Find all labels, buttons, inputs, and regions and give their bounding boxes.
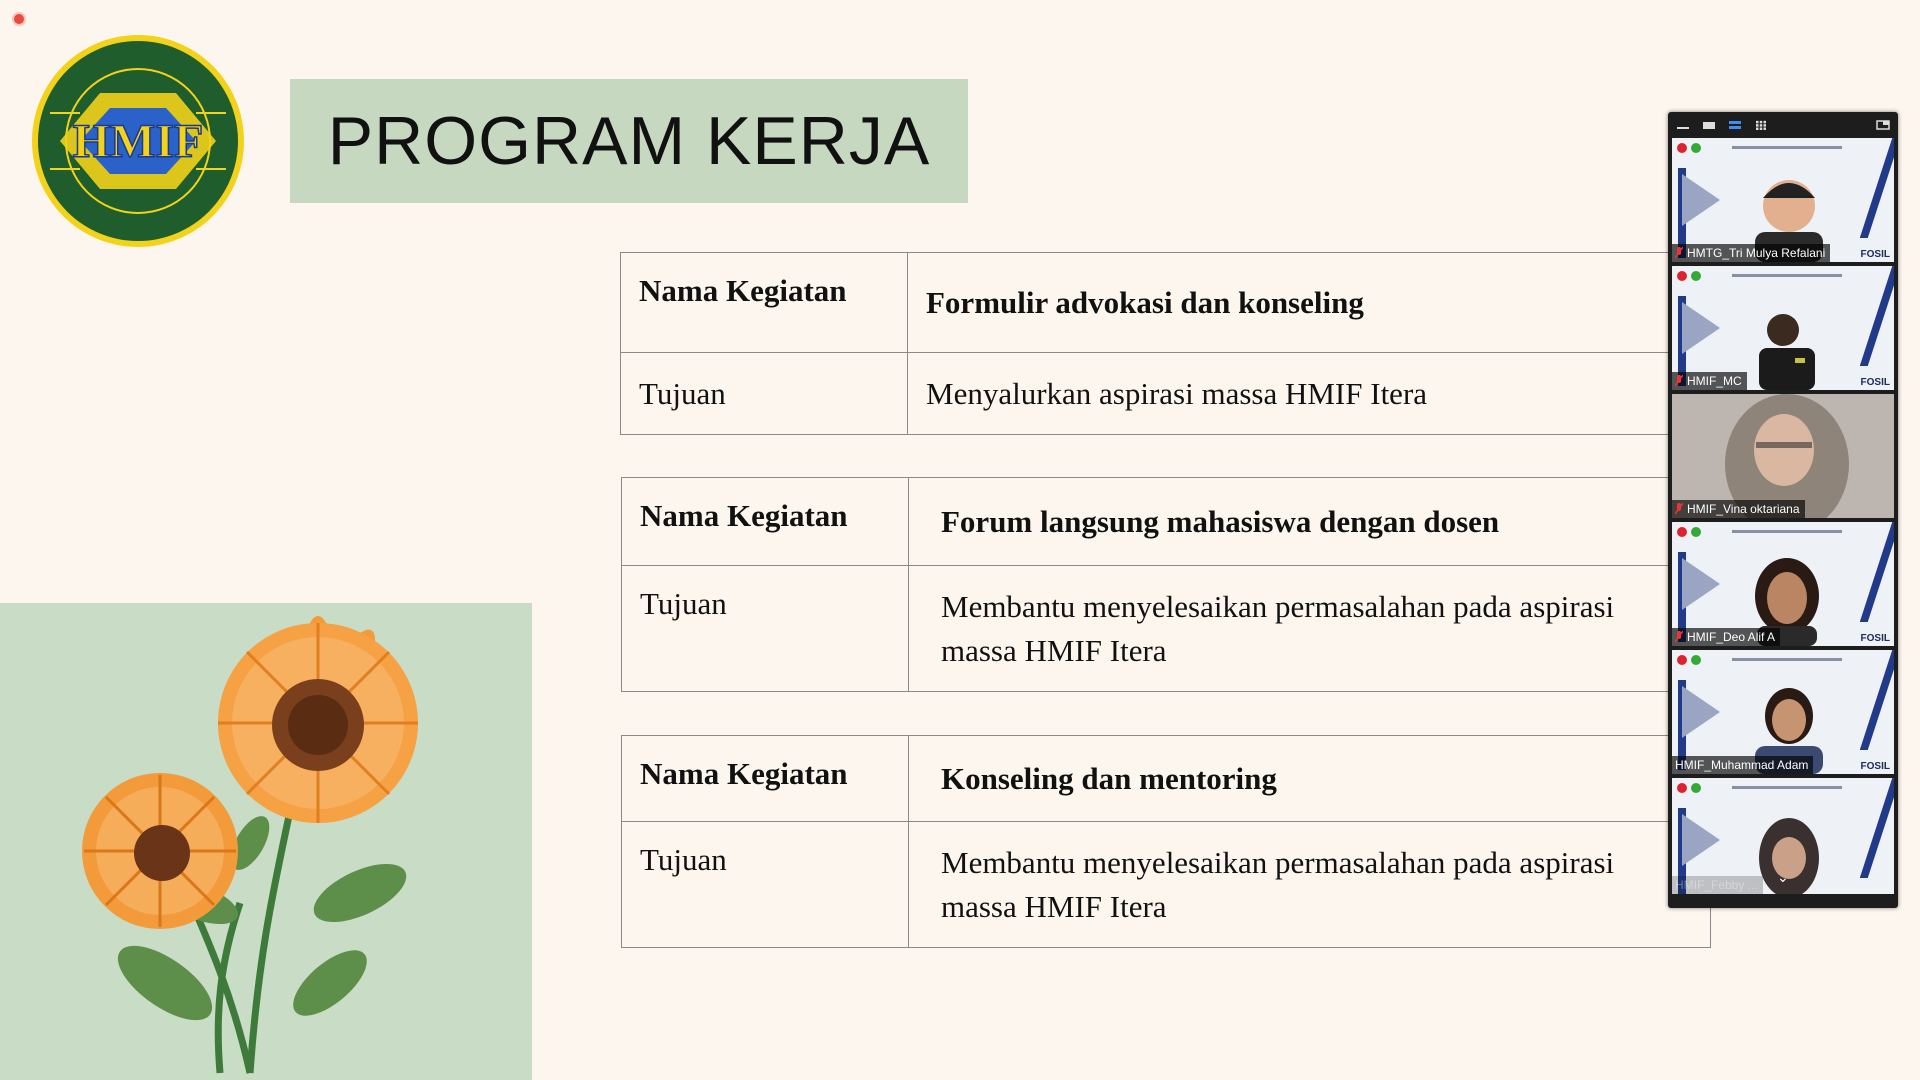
table-row — [621, 353, 1710, 435]
sunflower-small — [82, 773, 238, 929]
program-table-2 — [621, 477, 1711, 692]
sunflower-panel — [0, 603, 532, 1080]
name-label: Nama Kegiatan — [622, 736, 909, 822]
program-table-1 — [620, 252, 1710, 435]
exit-fullscreen-icon[interactable] — [1876, 120, 1890, 130]
participant-tile[interactable] — [1672, 522, 1894, 646]
banner-logos-icon — [1672, 266, 1894, 286]
participant-name-bar — [1672, 372, 1747, 390]
sunflower-large — [218, 616, 418, 823]
banner-logos-icon — [1672, 778, 1894, 798]
speaker-view-icon[interactable] — [1702, 120, 1716, 130]
gallery-toolbar — [1668, 112, 1898, 138]
participant-name-bar — [1672, 756, 1813, 774]
table-row — [622, 478, 1711, 566]
gallery-view-icon[interactable] — [1754, 120, 1768, 130]
play-icon — [1682, 174, 1720, 226]
participant-tile[interactable] — [1672, 778, 1894, 894]
muted-mic-icon — [1675, 503, 1683, 515]
play-icon — [1682, 302, 1720, 354]
participant-name: HMIF_Febby ... — [1675, 878, 1758, 892]
participant-video — [1747, 296, 1827, 390]
banner-logos-icon — [1672, 522, 1894, 542]
tile-badge: FOSIL — [1860, 761, 1890, 772]
svg-text:HMIF: HMIF — [72, 115, 204, 168]
goal-label: Tujuan — [622, 566, 909, 692]
recording-indicator-icon — [12, 12, 26, 26]
slide-title: PROGRAM KERJA — [327, 103, 931, 179]
banner-logos-icon — [1672, 650, 1894, 670]
goal-label: Tujuan — [622, 822, 909, 948]
participant-name: HMIF_Deo Alif A — [1687, 630, 1776, 644]
goal-value: Membantu menyelesaikan permasalahan pada aspirasi massa HMIF Itera — [909, 822, 1711, 948]
name-value: Konseling dan mentoring — [909, 736, 1711, 822]
play-icon — [1682, 686, 1720, 738]
table-row — [621, 253, 1710, 353]
scroll-down-chevron-icon[interactable]: ⌄ — [1777, 869, 1789, 885]
program-table-3 — [621, 735, 1711, 948]
participant-name-bar — [1672, 876, 1763, 894]
name-value: Formulir advokasi dan konseling — [908, 253, 1710, 353]
minimize-icon[interactable] — [1676, 120, 1690, 130]
strip-view-icon[interactable] — [1728, 120, 1742, 130]
play-icon — [1682, 814, 1720, 866]
participant-tile[interactable] — [1672, 394, 1894, 518]
participant-tile[interactable] — [1672, 138, 1894, 262]
name-value: Forum langsung mahasiswa dengan dosen — [909, 478, 1711, 566]
tile-badge: FOSIL — [1860, 633, 1890, 644]
tile-badge: FOSIL — [1860, 249, 1890, 260]
name-label: Nama Kegiatan — [621, 253, 908, 353]
tile-badge: FOSIL — [1860, 377, 1890, 388]
participant-name: HMIF_Vina oktariana — [1687, 502, 1800, 516]
hmif-logo — [30, 33, 246, 249]
goal-value: Menyalurkan aspirasi massa HMIF Itera — [908, 353, 1710, 435]
table-row — [622, 566, 1711, 692]
participant-tile[interactable] — [1672, 266, 1894, 390]
slide-title-box — [290, 79, 968, 203]
participant-name: HMTG_Tri Mulya Refalani — [1687, 246, 1826, 260]
goal-value: Membantu menyelesaikan permasalahan pada aspirasi massa HMIF Itera — [909, 566, 1711, 692]
play-icon — [1682, 558, 1720, 610]
banner-logos-icon — [1672, 138, 1894, 158]
muted-mic-icon — [1675, 247, 1683, 259]
muted-mic-icon — [1675, 631, 1683, 643]
muted-mic-icon — [1675, 375, 1683, 387]
goal-label: Tujuan — [621, 353, 908, 435]
participant-name: HMIF_Muhammad Adam — [1675, 758, 1809, 772]
name-label: Nama Kegiatan — [622, 478, 909, 566]
video-gallery-panel[interactable] — [1668, 112, 1898, 908]
table-row — [622, 736, 1711, 822]
sunflower-illustration — [0, 603, 532, 1080]
participant-name: HMIF_MC — [1687, 374, 1742, 388]
participant-name-bar — [1672, 500, 1805, 518]
participant-tile[interactable] — [1672, 650, 1894, 774]
participant-name-bar — [1672, 244, 1830, 262]
participant-name-bar — [1672, 628, 1780, 646]
table-row — [622, 822, 1711, 948]
